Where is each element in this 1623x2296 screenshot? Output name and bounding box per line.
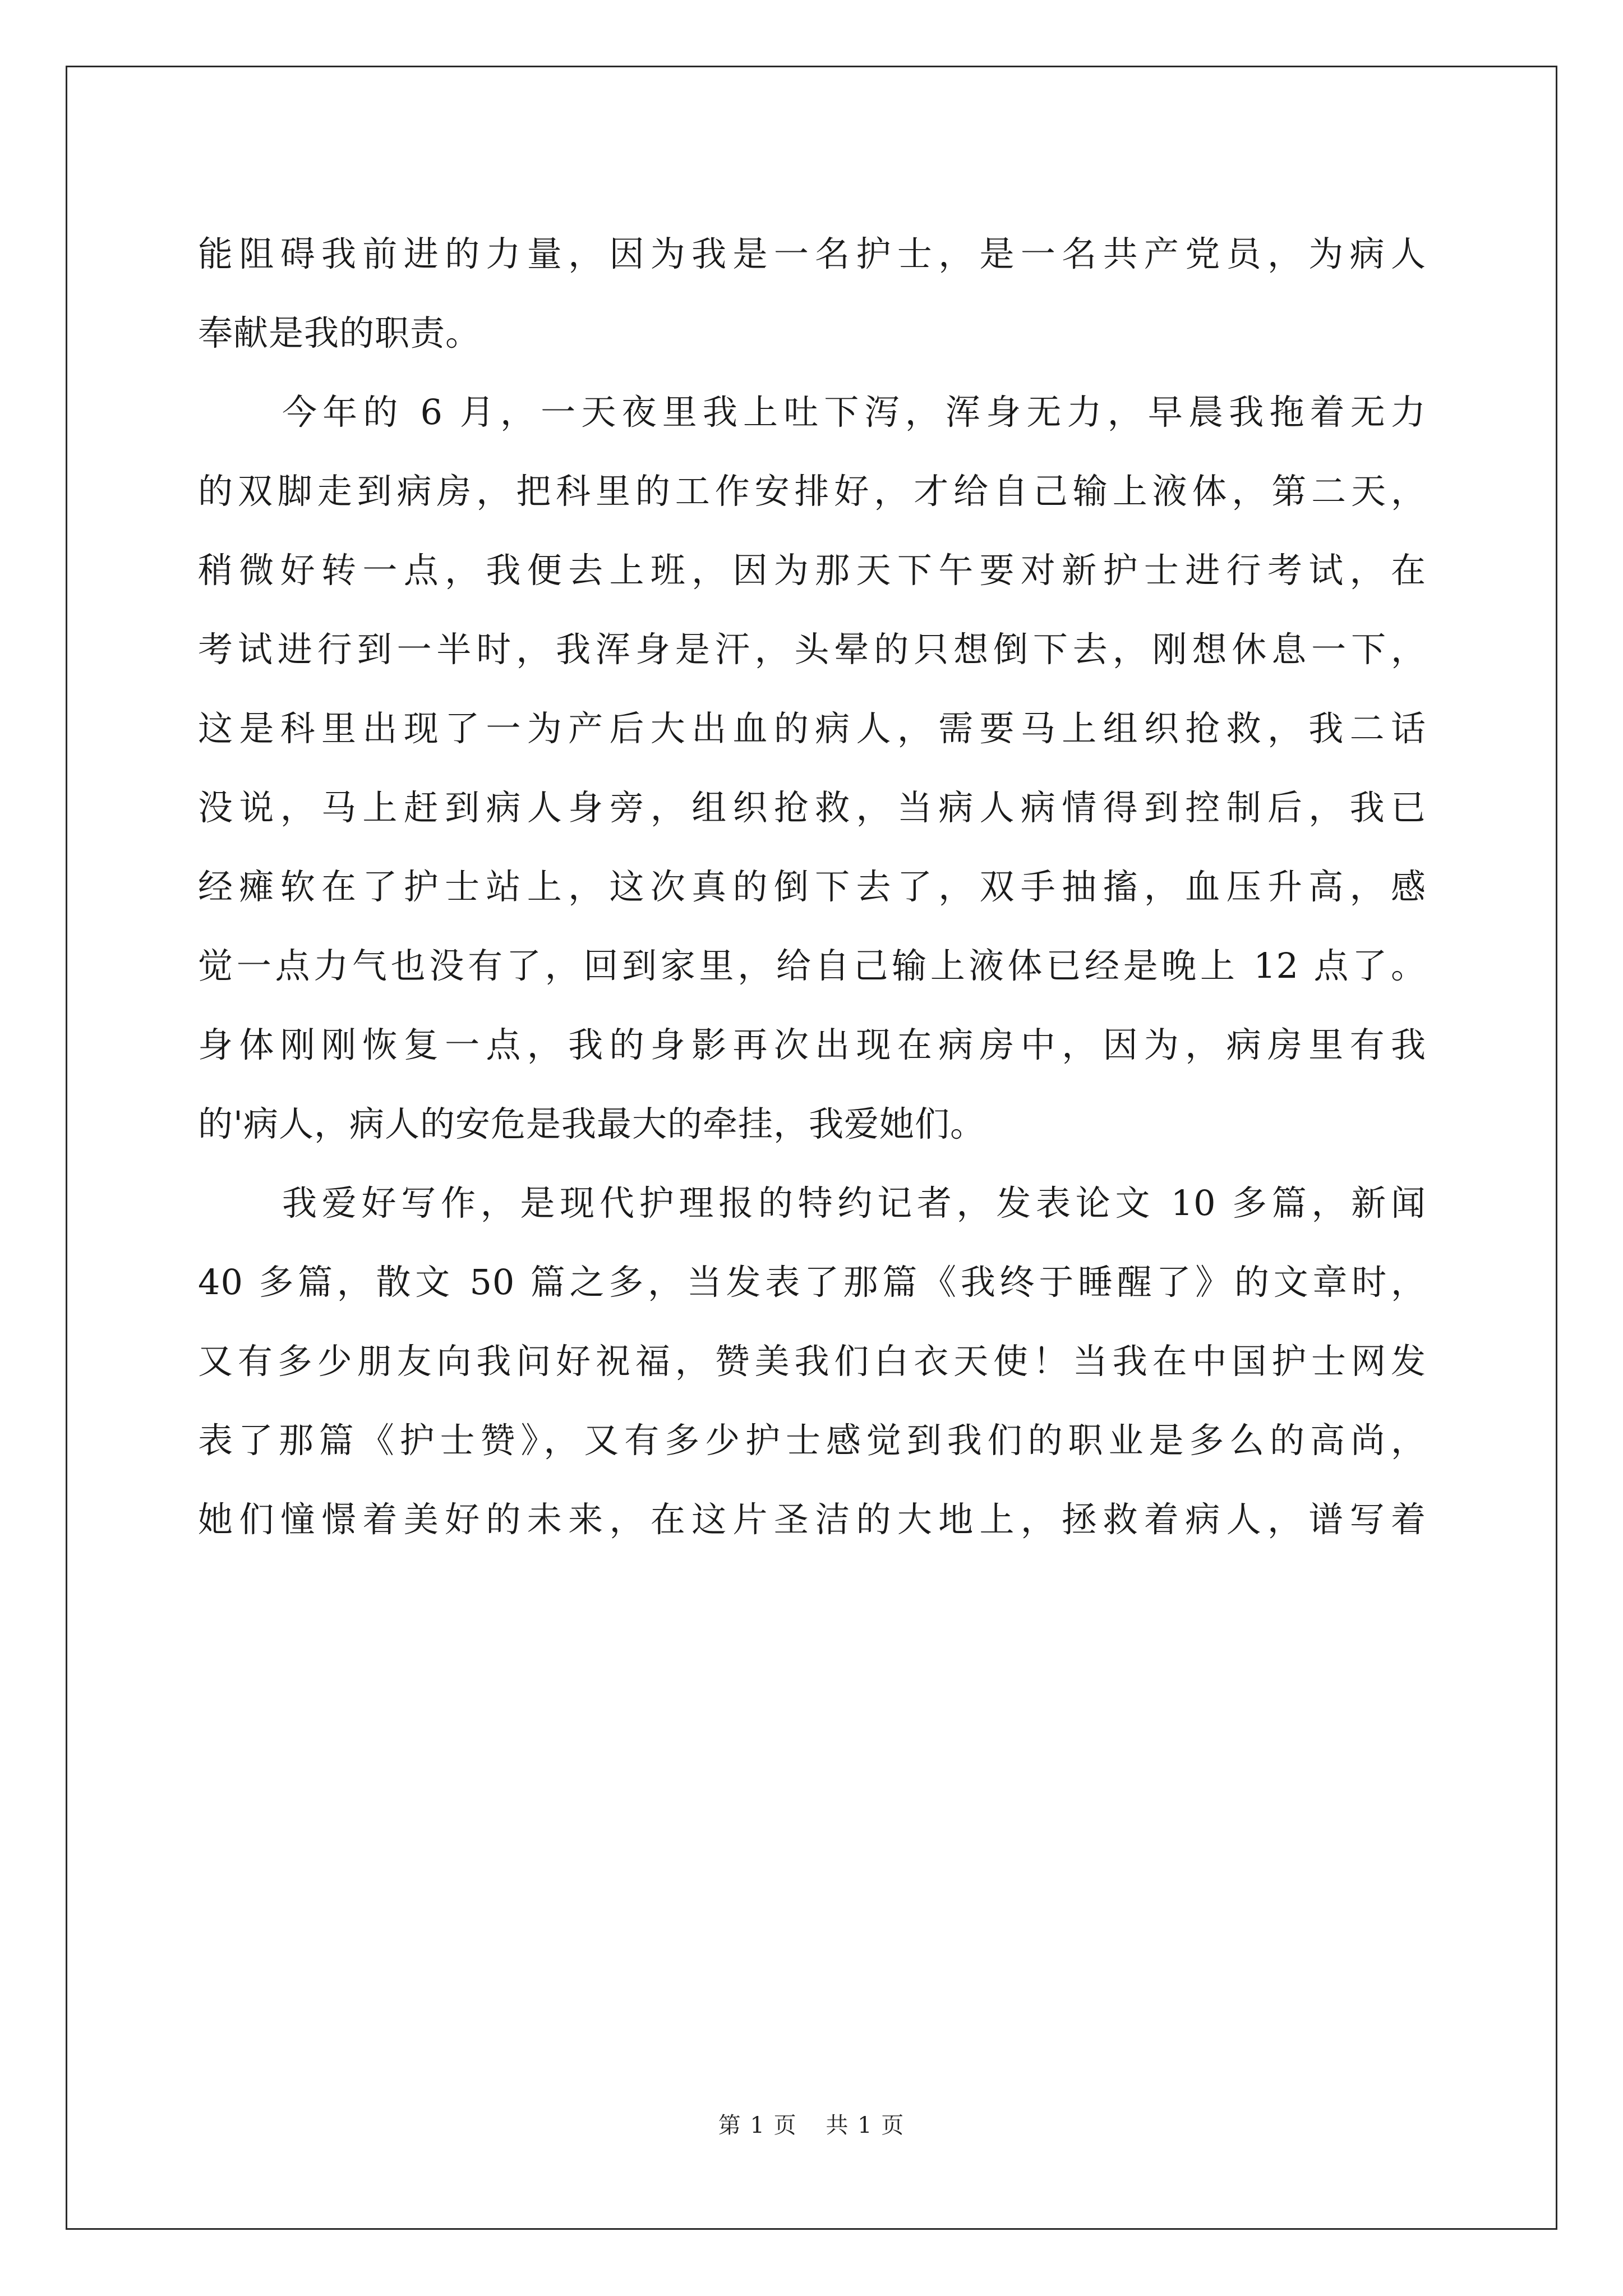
text-line: 觉一点力气也没有了，回到家里，给自己输上液体已经是晚上 12 点了。: [198, 945, 1426, 986]
text-line: 没说，马上赶到病人身旁，组织抢救，当病人病情得到控制后，我已: [198, 787, 1426, 828]
text-line: 今年的 6 月，一天夜里我上吐下泻，浑身无力，早晨我拖着无力: [282, 392, 1426, 432]
text-line: 我爱好写作，是现代护理报的特约记者，发表论文 10 多篇，新闻: [282, 1182, 1426, 1223]
text-line: 稍微好转一点，我便去上班，因为那天下午要对新护士进行考试，在: [198, 550, 1426, 591]
text-line: 考试进行到一半时，我浑身是汗，头晕的只想倒下去，刚想休息一下，: [198, 629, 1426, 670]
text-line: 表了那篇《护士赞》，又有多少护士感觉到我们的职业是多么的高尚，: [198, 1420, 1426, 1461]
text-line: 经瘫软在了护士站上，这次真的倒下去了，双手抽搐，血压升高，感: [198, 866, 1426, 907]
text-line: 的'病人，病人的安危是我最大的牵挂，我爱她们。: [198, 1103, 986, 1144]
page-number: 第 1 页: [718, 2113, 797, 2138]
text-line: 身体刚刚恢复一点，我的身影再次出现在病房中，因为，病房里有我: [198, 1024, 1426, 1065]
document-body: [198, 214, 1426, 1559]
page-total: 共 1 页: [826, 2113, 905, 2138]
text-line: 40 多篇，散文 50 篇之多，当发表了那篇《我终于睡醒了》的文章时，: [198, 1262, 1426, 1303]
text-line: 能阻碍我前进的力量，因为我是一名护士，是一名共产党员，为病人: [198, 233, 1426, 274]
text-line: 她们憧憬着美好的未来，在这片圣洁的大地上，拯救着病人，谱写着: [198, 1499, 1426, 1540]
text-line: 这是科里出现了一为产后大出血的病人，需要马上组织抢救，我二话: [198, 708, 1426, 749]
text-line: 又有多少朋友向我问好祝福，赞美我们白衣天使！当我在中国护士网发: [198, 1341, 1426, 1382]
text-line: 的双脚走到病房，把科里的工作安排好，才给自己输上液体，第二天，: [198, 471, 1426, 512]
text-line: 奉献是我的职责。: [198, 312, 481, 353]
page-footer: [0, 2111, 1623, 2139]
